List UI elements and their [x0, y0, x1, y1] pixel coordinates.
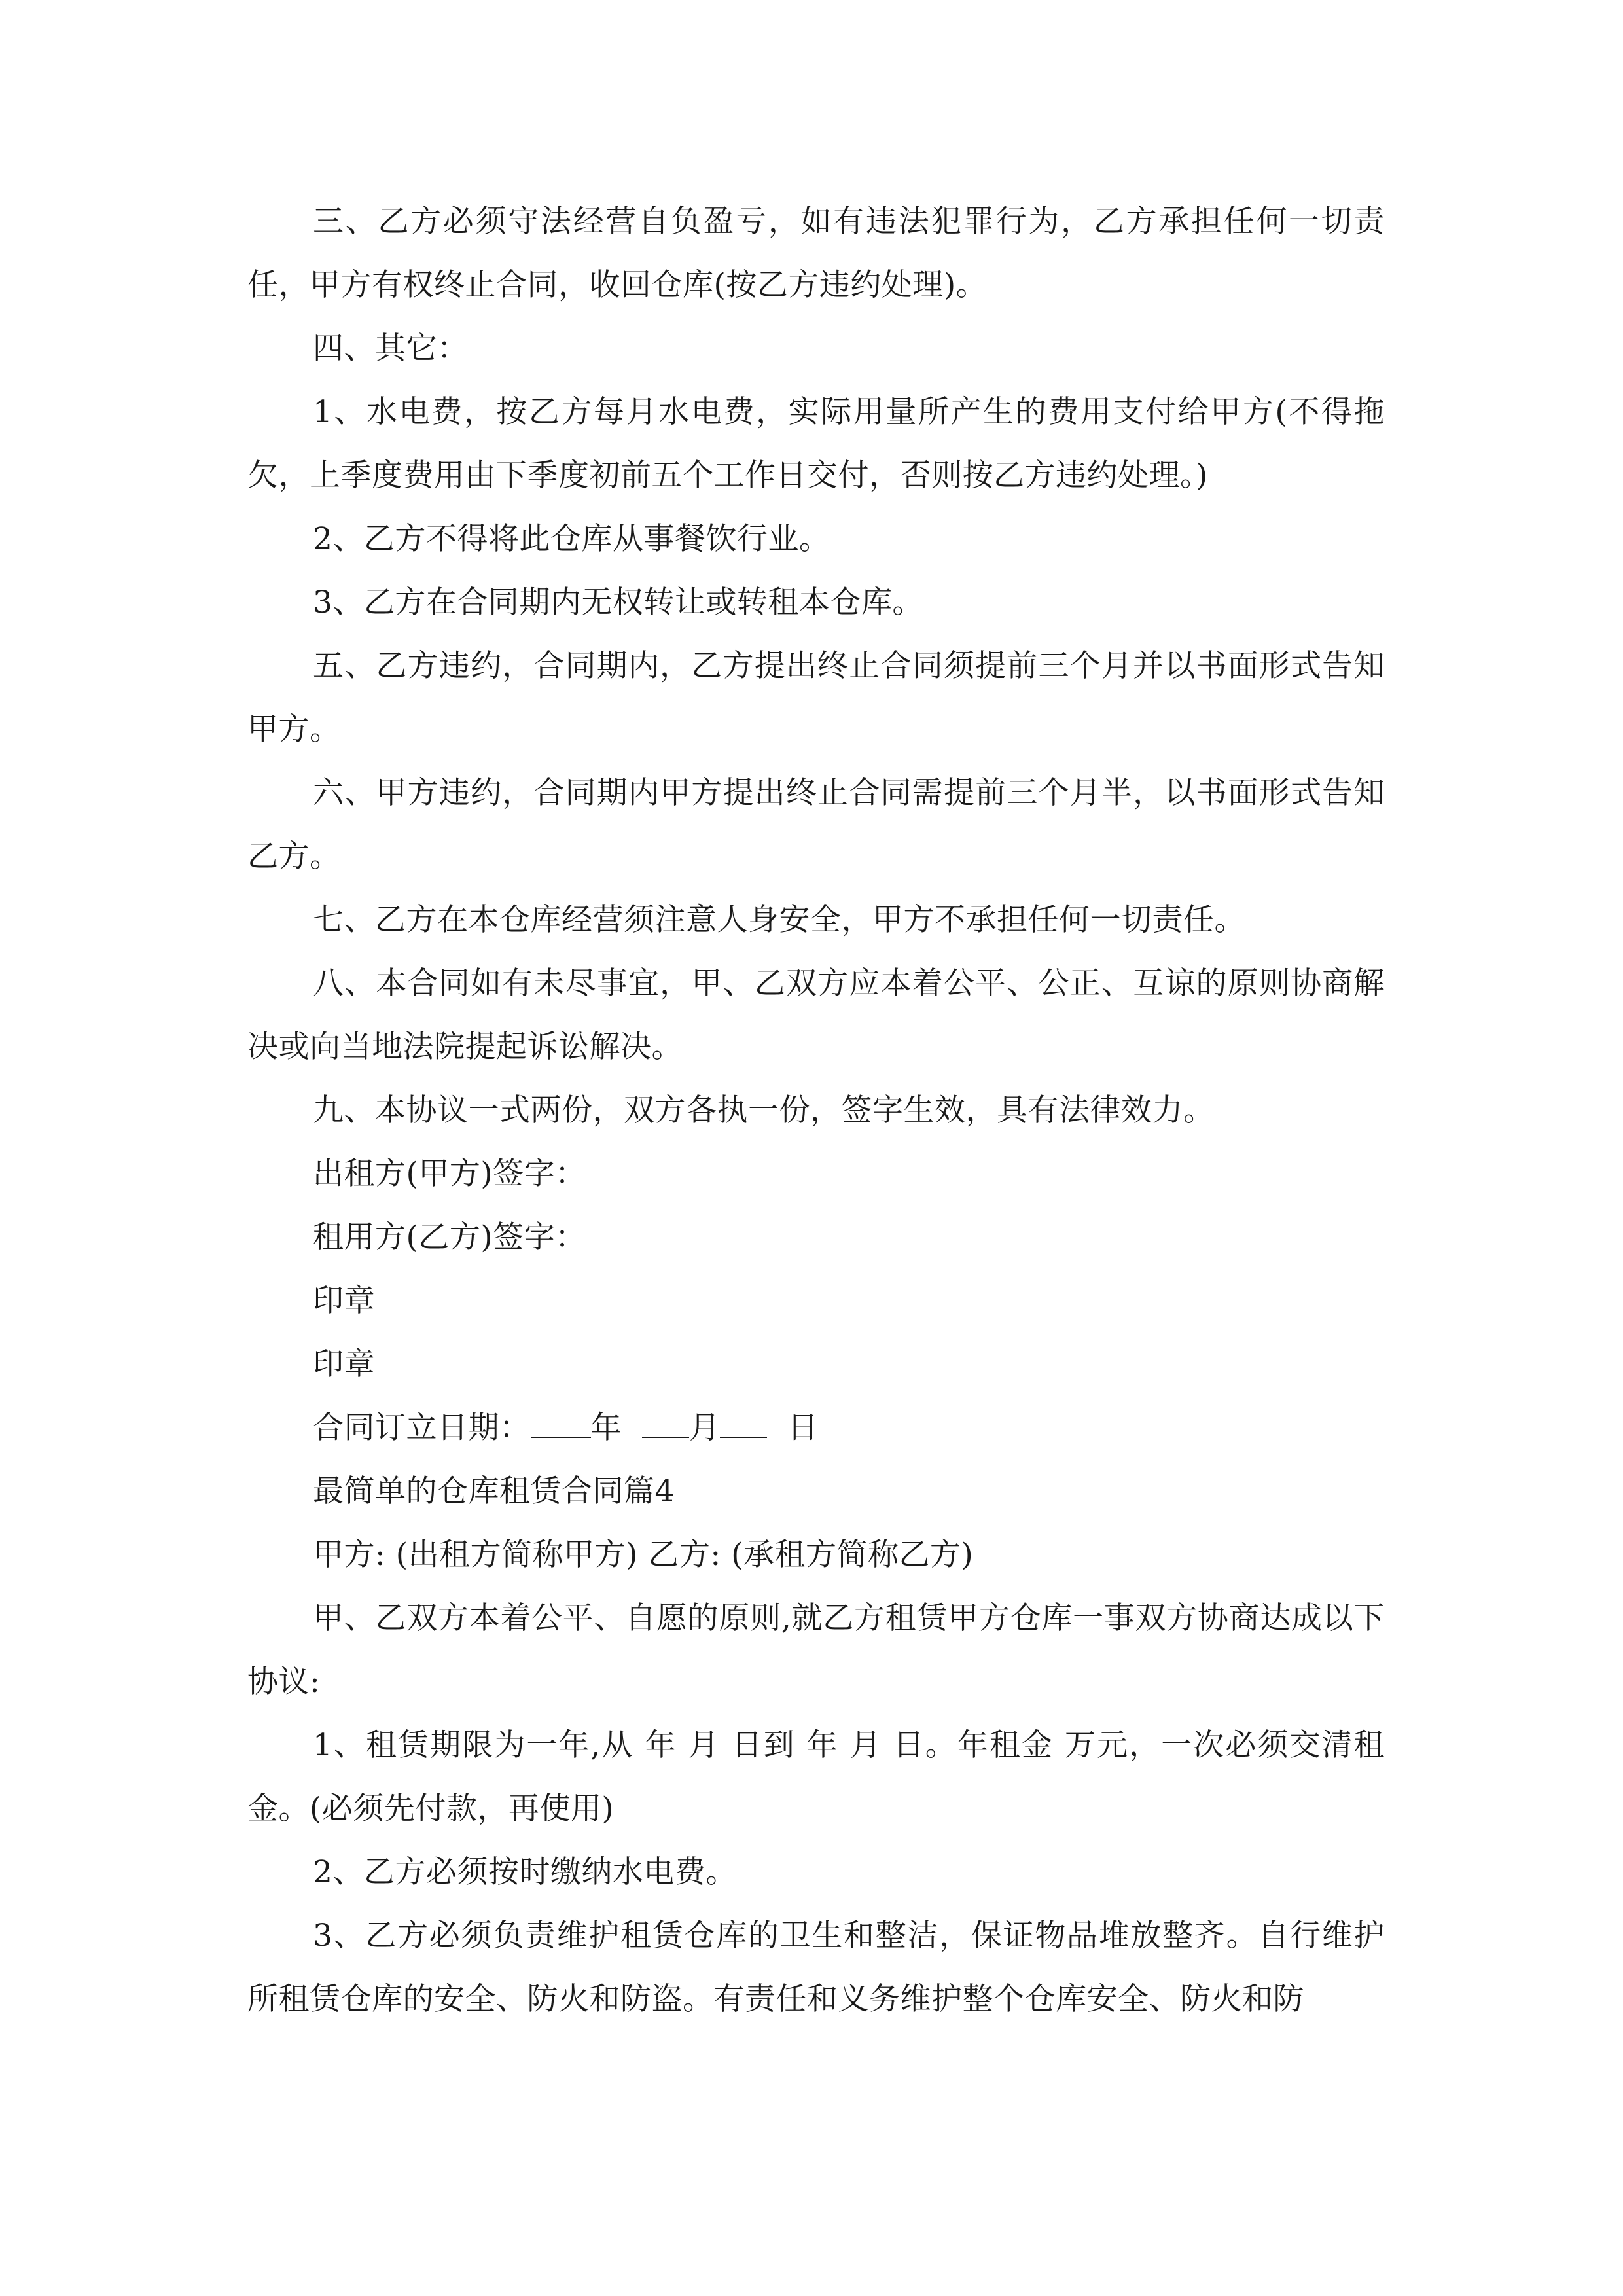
year-label: 年 — [590, 1410, 622, 1446]
paragraph-clause-5: 五、乙方违约，合同期内，乙方提出终止合同须提前三个月并以书面形式告知甲方。 — [247, 648, 1385, 747]
paragraph-clause-4-heading: 四、其它： — [313, 331, 469, 367]
month-label: 月 — [688, 1410, 721, 1446]
paragraph-clause-8: 八、本合同如有未尽事宜，甲、乙双方应本着公平、公正、互谅的原则协商解决或向当地法院提起诉讼解决。 — [247, 965, 1385, 1065]
contract-date-line — [247, 1396, 1385, 1460]
paragraph-clause-9: 九、本协议一式两份，双方各执一份，签字生效，具有法律效力。 — [313, 1092, 1215, 1128]
maintenance-paragraph: 3、乙方必须负责维护租赁仓库的卫生和整洁，保证物品堆放整齐。自行维护所租赁仓库的安全、防火和防盗。有责任和义务维护整个仓库安全、防火和防 — [247, 1918, 1385, 2017]
paragraph-no-sublease: 3、乙方在合同期内无权转让或转租本仓库。 — [313, 584, 923, 620]
seal-line-1: 印章 — [313, 1283, 375, 1319]
paragraph-utilities: 1、水电费，按乙方每月水电费，实际用量所产生的费用支付给甲方(不得拖欠，上季度费用由下季度初前五个工作日交付，否则按乙方违约处理。) — [247, 394, 1385, 493]
lease-term-paragraph: 1、租赁期限为一年,从 年 月 日到 年 月 日。年租金 万元，一次必须交清租金。(必须先付款，再使用) — [247, 1727, 1385, 1827]
paragraph-clause-6: 六、甲方违约，合同期内甲方提出终止合同需提前三个月半，以书面形式告知乙方。 — [247, 775, 1385, 874]
paragraph-no-catering: 2、乙方不得将此仓库从事餐饮行业。 — [313, 521, 830, 557]
date-label: 合同订立日期： — [313, 1410, 531, 1446]
paragraph-clause-7: 七、乙方在本仓库经营须注意人身安全，甲方不承担任何一切责任。 — [313, 902, 1245, 938]
day-label: 日 — [787, 1410, 819, 1446]
section-title: 最简单的仓库租赁合同篇4 — [313, 1473, 675, 1509]
seal-line-2: 印章 — [313, 1346, 375, 1382]
day-blank — [720, 1410, 767, 1438]
year-blank — [531, 1410, 591, 1438]
agreement-intro: 甲、乙双方本着公平、自愿的原则,就乙方租赁甲方仓库一事双方协商达成以下协议: — [247, 1600, 1385, 1700]
lessee-signature-line: 租用方(乙方)签字： — [313, 1219, 586, 1255]
utilities-paragraph: 2、乙方必须按时缴纳水电费。 — [313, 1854, 737, 1890]
document-body — [247, 190, 1385, 2031]
parties-line: 甲方: (出租方简称甲方) 乙方: (承租方简称乙方) — [313, 1537, 974, 1573]
month-blank — [642, 1410, 689, 1438]
lessor-signature-line: 出租方(甲方)签字： — [313, 1156, 586, 1192]
paragraph-clause-3: 三、乙方必须守法经营自负盈亏，如有违法犯罪行为，乙方承担任何一切责任，甲方有权终止合同，收回仓库(按乙方违约处理)。 — [247, 204, 1385, 303]
